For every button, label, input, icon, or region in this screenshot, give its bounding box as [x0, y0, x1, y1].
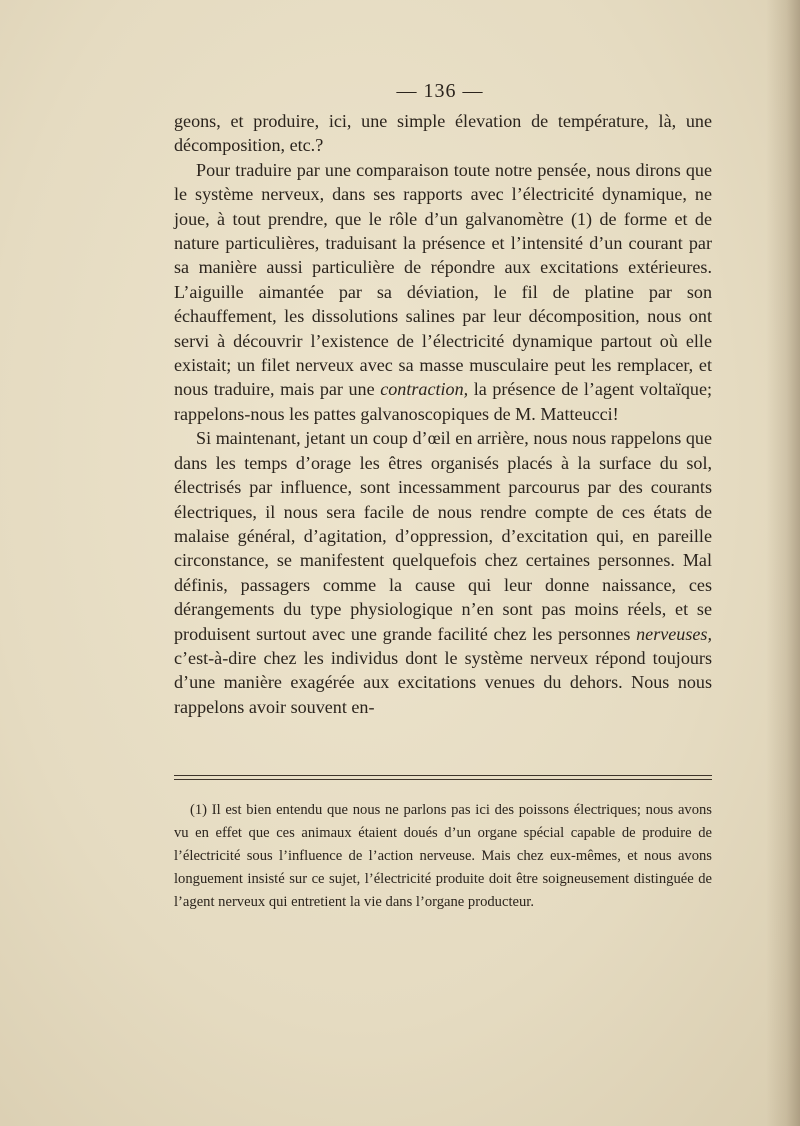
footnote-rule [174, 775, 712, 780]
footnote [174, 799, 712, 914]
paragraph-text: Pour traduire par une comparaison toute notre pensée, nous dirons que le système nerveux, dans ses rapports avec l’électricité dynamique, ne joue, à tout prendre, que le rôle d’un galvanomètre (1) de forme et de nature particulières, traduisant la présence et l’intensité d’un courant par sa manière aussi particulière de répondre aux excitations extérieures. L’aiguille aimantée par sa déviation, le fil de platine par son échauffement, les dissolutions salines par leur décomposition, nous ont servi à découvrir l’existence de l’électricité dynamique partout où elle existait; un filet nerveux avec sa masse musculaire peut les remplacer, et nous traduire, mais par une [174, 159, 712, 400]
italic-term: nerveuses, [636, 623, 712, 644]
paragraph-text: la présence de l’agent voltaïque; rappelons-nous les pattes galvanoscopiques de M. Matteucci! [174, 379, 713, 424]
main-text [174, 109, 712, 719]
paragraph-galvanometer [174, 158, 712, 426]
paragraph-text: c’est-à-dire chez les individus dont le système nerveux répond toujours d’une manière exagérée aux excitations venues du dehors. Nous nous rappelons avoir souvent en- [174, 647, 712, 717]
paragraph-continuation: geons, et produire, ici, une simple élevation de température, là, une décomposition, etc.? [174, 111, 712, 156]
italic-term: contraction, [380, 379, 469, 400]
page-number: — 136 — [396, 80, 484, 102]
paragraph-text: Si maintenant, jetant un coup d’œil en arrière, nous nous rappelons que dans les temps d’orage les êtres organisés placés à la surface du sol, électrisés par influence, sont incessamment parcourus par des courants électriques, il nous sera facile de nous rendre compte de ces états de malaise général, d’agitation, d’oppression, d’excitation qui, en pareille circonstance, se manifestent quelquefois chez certaines personnes. Mal définis, passagers comme la cause qui leur donne naissance, ces dérangements du type physiologique n’en sont pas moins réels, et se produisent surtout avec une grande facilité chez les personnes [174, 428, 712, 644]
page-edge-shadow [766, 0, 800, 1126]
paragraph-storm [174, 426, 712, 719]
footnote-text: (1) Il est bien entendu que nous ne parlons pas ici des poissons électriques; nous avons vu en effet que ces animaux étaient doués d’un organe spécial capable de produire de l’électricité sous l’influence de l’action nerveuse. Mais chez eux-mêmes, et nous avons longuement insisté sur ce sujet, l’électricité produite doit être soigneusement distinguée de l’agent nerveux qui entretient la vie dans l’organe producteur. [174, 802, 712, 910]
